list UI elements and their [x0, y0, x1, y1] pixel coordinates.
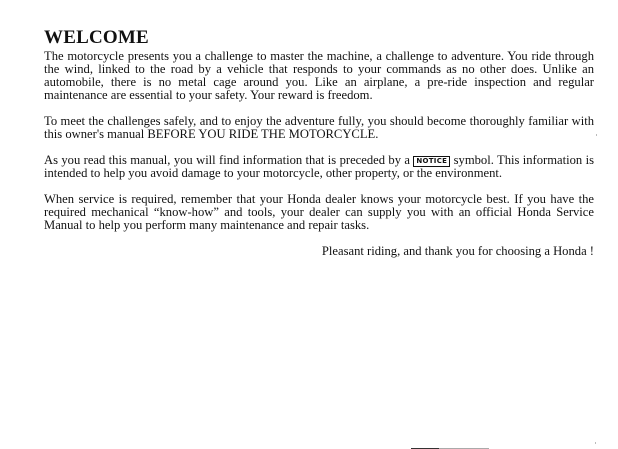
notice-symbol-badge: NOTICE: [413, 156, 450, 167]
page-title: WELCOME: [44, 27, 149, 48]
familiarity-paragraph: To meet the challenges safely, and to enjoy the adventure fully, you should become thoroughly familiar with this owner's manual BEFORE YOU RIDE THE MOTORCYCLE.: [44, 114, 594, 141]
manual-page: [44, 28, 594, 258]
intro-paragraph: The motorcycle presents you a challenge to master the machine, a challenge to adventure. You ride through the wind, linked to the road by a vehicle that responds to your commands as no other does. Unlike an automobile, there is no metal cage around you. Like an airplane, a pre-ride inspection and regular maintenance are essential to your safety. Your reward is freedom.: [44, 49, 594, 102]
service-paragraph: When service is required, remember that your Honda dealer knows your motorcycle best. If you have the required mechanical “know-how” and tools, your dealer can supply you with an official Honda Service Manual to help you perform many maintenance and repair tasks.: [44, 192, 594, 232]
scan-speck: [596, 134, 597, 136]
notice-text-before: As you read this manual, you will find information that is preceded by a: [44, 153, 414, 167]
closing-line: Pleasant riding, and thank you for choosing a Honda !: [321, 244, 594, 258]
notice-text-after: symbol. This information is intended to help you avoid damage to your motorcycle, other property, or the environment.: [44, 153, 594, 180]
notice-paragraph: [44, 154, 594, 180]
scan-speck: [595, 442, 596, 444]
